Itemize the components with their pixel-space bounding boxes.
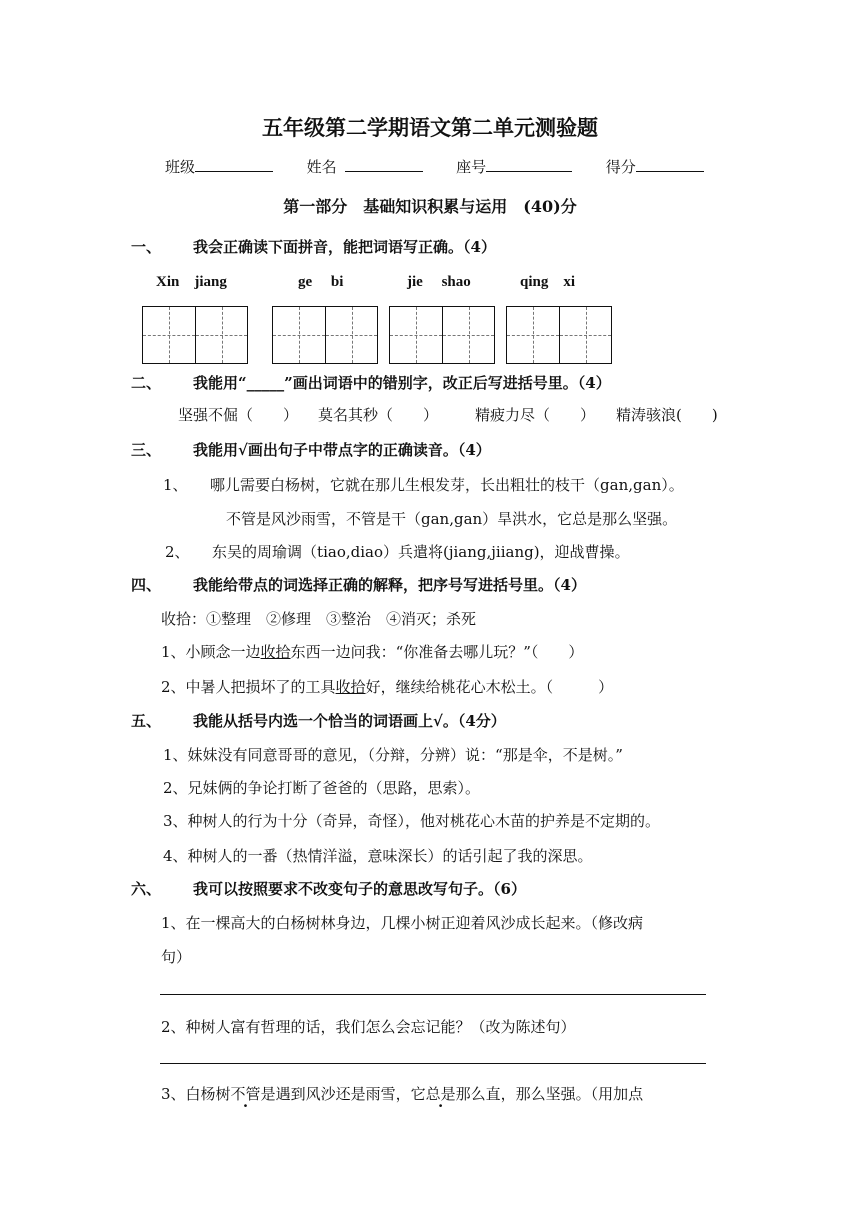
question-1-heading [131, 236, 731, 256]
question-1-number: 一、 [131, 238, 162, 256]
class-label: 班级 [165, 158, 196, 176]
dotted-word-1: 不管 [230, 1085, 261, 1103]
question-2-text: 我能用“_____”画出词语中的错别字，改正后写进括号里。（4） [193, 374, 611, 392]
q4-underlined-word-2: 收拾 [335, 678, 366, 696]
score-label: 得分 [605, 158, 636, 176]
student-info-row [165, 156, 704, 177]
q2-item-2: 莫名其秒（ ） [318, 406, 439, 424]
q5-item-1: 1、妹妹没有同意哥哥的意见，（分辩，分辨）说：“那是伞，不是树。” [163, 746, 623, 764]
question-5-text: 我能从括号内选一个恰当的词语画上√。（4分） [193, 712, 506, 730]
q6-sentence-1: 1、在一棵高大的白杨树林身边，几棵小树正迎着风沙成长起来。（修改病 [161, 914, 644, 932]
seat-blank[interactable] [486, 157, 572, 172]
question-2-heading [131, 372, 751, 392]
writing-grid-3[interactable] [389, 306, 495, 364]
score-blank[interactable] [636, 157, 704, 172]
dotted-word-2: 总是 [425, 1085, 456, 1103]
seat-label: 座号 [456, 158, 487, 176]
question-5-number: 五、 [131, 712, 162, 730]
q4-underlined-word-1: 收拾 [260, 643, 291, 661]
question-3-heading [131, 439, 731, 459]
question-2-number: 二、 [131, 374, 162, 392]
question-1-text: 我会正确读下面拼音，能把词语写正确。（4） [193, 238, 496, 256]
name-blank[interactable] [345, 157, 423, 172]
writing-grid-2[interactable] [272, 306, 378, 364]
page-title: 五年级第二学期语文第二单元测验题 [262, 115, 598, 140]
q6-sentence-3: 3、白杨树不管是遇到风沙还是雨雪，它总是那么直，那么坚强。（用加点 [161, 1085, 644, 1103]
pinyin-3: jie shao [407, 274, 471, 290]
q4-sentence-1: 1、小顾念一边收拾东西一边问我：“你准备去哪儿玩？”（ ） [161, 643, 584, 661]
name-label: 姓名 [306, 158, 337, 176]
question-6-heading [131, 878, 731, 898]
q4-sentence-2: 2、中暑人把损坏了的工具收拾好，继续给桃花心木松土。（ ） [161, 678, 614, 696]
question-4-text: 我能给带点的词选择正确的解释，把序号写进括号里。（4） [193, 576, 586, 594]
part-one-heading: 第一部分 基础知识积累与运用 (40)分 [283, 197, 577, 216]
q2-item-4: 精涛骇浪( ) [616, 406, 718, 424]
pinyin-1: Xin jiang [156, 274, 227, 290]
q5-item-2: 2、兄妹俩的争论打断了爸爸的（思路，思索）。 [163, 779, 481, 797]
q3-line-3: 2、 东吴的周瑜调（tiao,diao）兵遣将(jiang,jiiang)，迎战曹操。 [165, 543, 630, 561]
question-3-number: 三、 [131, 441, 162, 459]
question-4-number: 四、 [131, 576, 162, 594]
question-4-heading [131, 574, 731, 594]
question-5-heading [131, 710, 731, 730]
pinyin-4: qing xi [520, 274, 576, 290]
answer-line-2[interactable] [160, 1063, 706, 1064]
q3-line-1: 1、 哪儿需要白杨树，它就在那儿生根发芽，长出粗壮的枝干（gan,gan）。 [163, 476, 684, 494]
pinyin-2: ge bi [298, 274, 344, 290]
q4-options: 收拾：①整理 ②修理 ③整治 ④消灭；杀死 [161, 610, 477, 628]
q2-item-3: 精疲力尽（ ） [475, 406, 596, 424]
class-blank[interactable] [195, 157, 273, 172]
question-3-text: 我能用√画出句子中带点字的正确读音。（4） [193, 441, 491, 459]
writing-grid-1[interactable] [142, 306, 248, 364]
q2-item-1: 坚强不倔（ ） [178, 406, 299, 424]
q6-sentence-2: 2、种树人富有哲理的话，我们怎么会忘记能？（改为陈述句） [161, 1018, 576, 1036]
answer-line-1[interactable] [160, 994, 706, 995]
question-6-text: 我可以按照要求不改变句子的意思改写句子。（6） [193, 880, 526, 898]
q6-sentence-1-cont: 句） [161, 948, 192, 966]
q3-line-2: 不管是风沙雨雪，不管是干（gan,gan）旱洪水，它总是那么坚强。 [226, 510, 678, 528]
q5-item-4: 4、种树人的一番（热情洋溢，意味深长）的话引起了我的深思。 [163, 847, 593, 865]
question-6-number: 六、 [131, 880, 162, 898]
q5-item-3: 3、种树人的行为十分（奇异，奇怪），他对桃花心木苗的护养是不定期的。 [163, 812, 661, 830]
writing-grid-4[interactable] [506, 306, 612, 364]
